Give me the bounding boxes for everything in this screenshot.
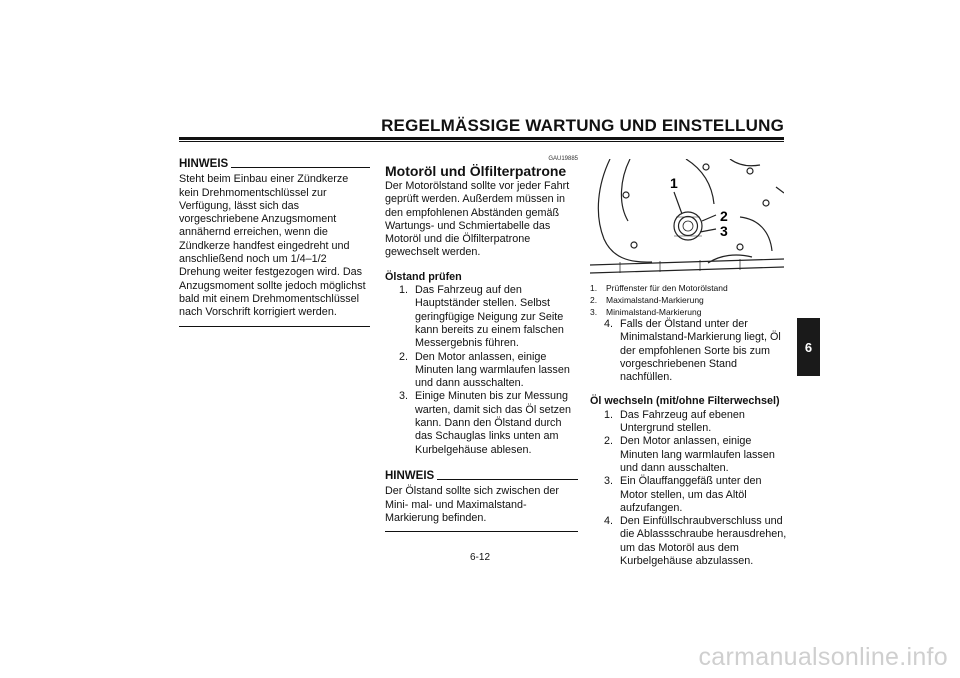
section-intro: Der Motorölstand sollte vor jeder Fahrt geprüft werden. Außerdem müssen in den empfohlenen Abständen gemäß Wartungs- und Schmiertabelle das Motoröl und die Ölfilterpatrone gewechselt werden. bbox=[385, 180, 570, 259]
engine-oil-sightglass-illustration bbox=[590, 159, 784, 281]
column-3 bbox=[590, 282, 790, 568]
engine-illustration-svg bbox=[590, 159, 784, 281]
step-number: 2. bbox=[604, 435, 614, 448]
caption-number: 3. bbox=[590, 307, 598, 317]
hinweis-rule bbox=[437, 479, 578, 480]
hinweis-label: HINWEIS bbox=[385, 469, 435, 482]
bolt bbox=[623, 192, 629, 198]
header-rule bbox=[179, 137, 784, 142]
crankcase-outline-left bbox=[598, 159, 652, 262]
sump-curve bbox=[708, 255, 752, 263]
step-text: Den Motor anlassen, einige Minuten lang warmlaufen lassen und dann ausschalten. bbox=[620, 435, 775, 474]
list-item bbox=[399, 284, 578, 350]
frame-edge bbox=[776, 187, 784, 193]
step-text: Den Einfüllschraubverschluss und die Ablassschraube herausdrehen, um das Motoröl aus dem Kurbelgehäuse abzulassen. bbox=[620, 515, 787, 568]
callout-1: 1 bbox=[670, 175, 678, 191]
step-text: Den Motor anlassen, einige Minuten lang warmlaufen lassen und dann ausschalten. bbox=[415, 350, 570, 390]
subsection-title-oil-check: Ölstand prüfen bbox=[385, 270, 462, 283]
step-text: Das Fahrzeug auf ebenen Untergrund stellen. bbox=[620, 408, 745, 435]
page-number: 6-12 bbox=[470, 552, 491, 563]
hinweis-heading bbox=[179, 158, 370, 171]
column-1 bbox=[179, 158, 370, 327]
list-item bbox=[590, 306, 790, 318]
list-item bbox=[399, 351, 578, 391]
list-item bbox=[590, 282, 790, 294]
bolt bbox=[631, 242, 637, 248]
hinweis-text: Der Ölstand sollte sich zwischen der Mini- mal- und Maximalstand-Markierung befinden. bbox=[385, 485, 560, 524]
bolt bbox=[763, 200, 769, 206]
caption-text: Minimalstand-Markierung bbox=[606, 307, 702, 317]
step-text: Falls der Ölstand unter der Minimalstand-Markierung liegt, Öl der empfohlenen Sorte bis zum vorgeschriebenen Stand nachfüllen. bbox=[620, 318, 781, 384]
step-text: Einige Minuten bis zur Messung warten, damit sich das Öl setzen kann. Dann den Ölstand durch das Schauglas links unten am Kurbelgehäuse ablesen. bbox=[415, 390, 572, 456]
figure-captions bbox=[590, 282, 790, 318]
steps-oil-check-continued bbox=[590, 318, 790, 384]
cover-edge-right bbox=[730, 159, 760, 166]
chapter-tab: 6 bbox=[797, 318, 820, 376]
step-number: 3. bbox=[399, 390, 409, 403]
sump-line-lower bbox=[590, 267, 784, 273]
steps-oil-check bbox=[385, 284, 578, 457]
callout-2: 2 bbox=[720, 208, 728, 224]
column-2 bbox=[385, 156, 578, 532]
section-code: GAU19885 bbox=[548, 156, 578, 162]
subsection-title-oil-change: Öl wechseln (mit/ohne Filterwechsel) bbox=[590, 395, 780, 408]
hinweis-label: HINWEIS bbox=[179, 158, 229, 170]
leader-line-3 bbox=[700, 229, 716, 232]
list-item bbox=[604, 435, 790, 475]
caption-text: Maximalstand-Markierung bbox=[606, 295, 704, 305]
list-item bbox=[604, 409, 790, 436]
watermark: carmanualsonline.info bbox=[698, 643, 948, 671]
caption-text: Prüffenster für den Motorölstand bbox=[606, 283, 728, 293]
step-number: 3. bbox=[604, 475, 614, 488]
hinweis-end-rule bbox=[385, 531, 578, 532]
list-item bbox=[590, 294, 790, 306]
sightglass-inner bbox=[679, 217, 698, 236]
leader-line-2 bbox=[702, 215, 716, 221]
bolt bbox=[737, 244, 743, 250]
hinweis-end-rule bbox=[179, 326, 370, 327]
callout-3: 3 bbox=[720, 223, 728, 239]
cover-edge-top bbox=[686, 159, 714, 204]
step-number: 1. bbox=[399, 284, 409, 297]
sightglass-center bbox=[683, 221, 693, 231]
sump-line bbox=[590, 259, 784, 265]
cover-edge-lower-right bbox=[740, 217, 772, 251]
hinweis-rule bbox=[231, 167, 370, 168]
bolt bbox=[747, 168, 753, 174]
step-number: 1. bbox=[604, 408, 614, 421]
step-text: Das Fahrzeug auf den Hauptständer stellen. Selbst geringfügige Neigung zur Seite kann bereits zu einem falschen Messergebnis führen. bbox=[415, 284, 564, 350]
caption-number: 2. bbox=[590, 295, 598, 305]
crankcase-inner-curve bbox=[621, 159, 630, 221]
caption-number: 1. bbox=[590, 283, 598, 293]
steps-oil-change bbox=[590, 409, 790, 569]
step-number: 4. bbox=[604, 515, 614, 528]
hinweis-heading-2 bbox=[385, 470, 578, 483]
step-number: 4. bbox=[604, 318, 614, 330]
page-header-title: REGELMÄSSIGE WARTUNG UND EINSTELLUNG bbox=[381, 116, 784, 135]
leader-line-1 bbox=[674, 192, 682, 214]
bolt bbox=[703, 164, 709, 170]
step-number: 2. bbox=[399, 350, 409, 363]
step-text: Ein Ölauffanggefäß unter den Motor stellen, um das Altöl aufzufangen. bbox=[620, 475, 762, 514]
hinweis-text: Steht beim Einbau einer Zündkerze kein Drehmomentschlüssel zur Verfügung, lässt sich das vorgeschriebene Anzugsmoment annähernd erreichen, wenn die Zündkerze handfest eingedreht und anschließend noch um 1/4–1/2 Drehung weiter festgezogen wird. Das Anzugsmoment sollte jedoch möglichst bald mit einem Drehmomentschlüssel nach Vorschrift korrigiert werden. bbox=[179, 173, 366, 319]
list-item bbox=[604, 515, 790, 568]
list-item bbox=[399, 390, 578, 456]
list-item bbox=[604, 318, 790, 384]
list-item bbox=[604, 475, 790, 515]
section-title: Motoröl und Ölfilterpatrone bbox=[385, 163, 567, 179]
